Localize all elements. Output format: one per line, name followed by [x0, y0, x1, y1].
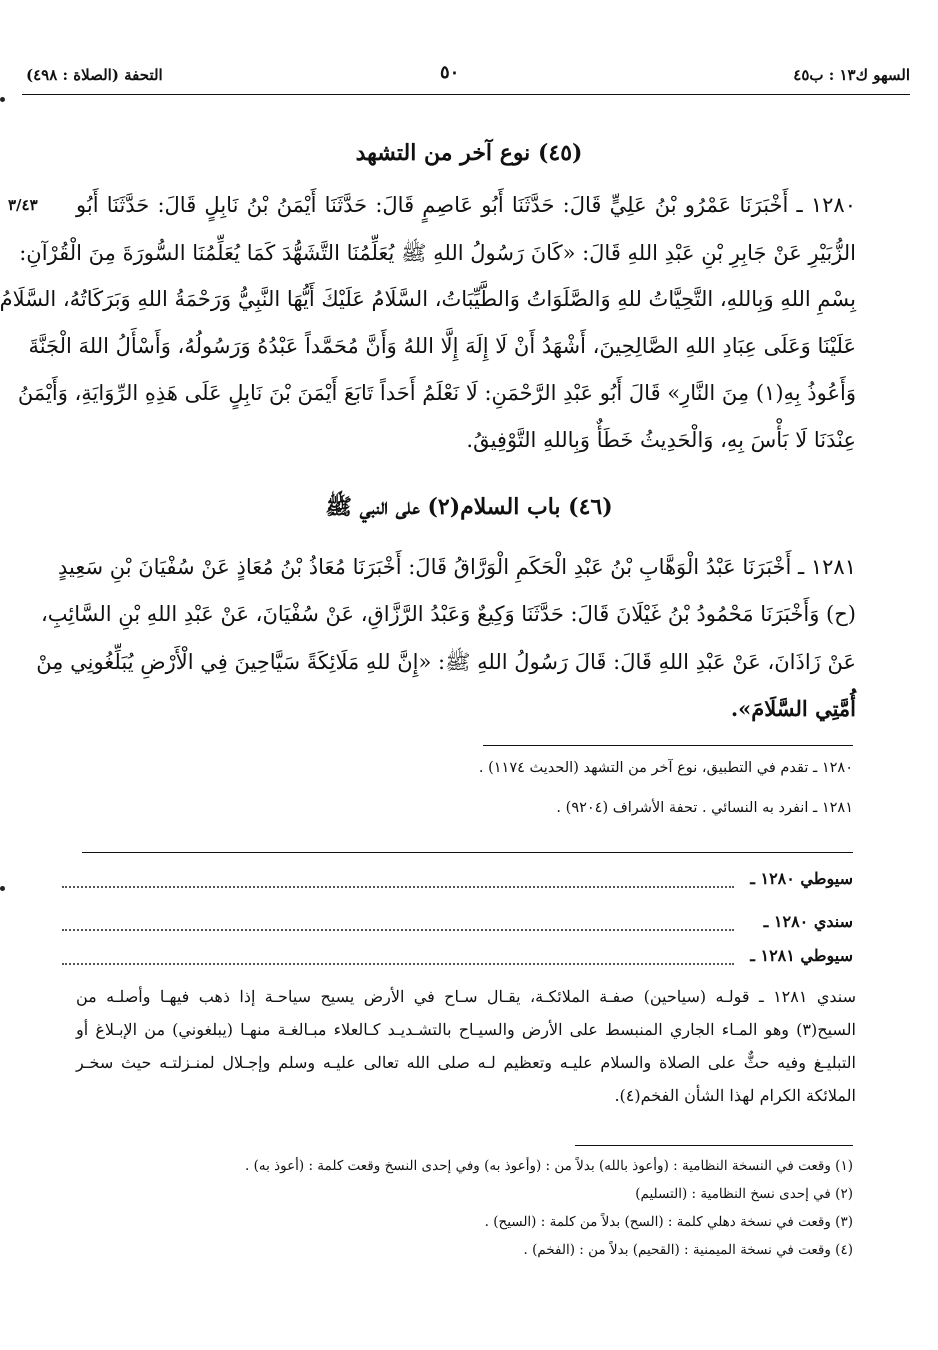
commentary-sindi-1281-line-2: السيح(٣) وهو المـاء الجاري المنبسط على الأرض والسيـاح بالتشـديـد كـالعلاء مبـالغـة منهـا (يبلغوني) من الإبـلاغ أو [76, 1020, 856, 1039]
section-45-title: (٤٥) نوع آخر من التشهد [355, 140, 583, 166]
hadith-1281-line-2: (ح) وَأَخْبَرَنَا مَحْمُودُ بْنُ غَيْلَانَ قَالَ: حَدَّثَنَا وَكِيعٌ وَعَبْدُ الرَّزَّاقِ، عَنْ سُفْيَانَ، عَنْ عَبْدِ اللهِ بْنِ السَّائِبِ، [41, 602, 856, 626]
dotted-leader [62, 929, 734, 931]
hadith-1280-line-6: عِنْدَنَا لَا بَأْسَ بِهِ، وَالْحَدِيثُ خَطَأٌ وَبِاللهِ التَّوْفِيقُ. [466, 428, 856, 452]
hadith-1280-line-2: الزُّبَيْرِ عَنْ جَابِرِ بْنِ عَبْدِ اللهِ قَالَ: «كَانَ رَسُولُ اللهِ ﷺ يُعَلِّمُنَا التَّشَهُّدَ كَمَا يُعَلِّمُنَا السُّورَةَ مِنَ الْقُرْآنِ: [19, 241, 856, 265]
hadith-1281-line-3: عَنْ زَاذَانَ، عَنْ عَبْدِ اللهِ قَالَ: قَالَ رَسُولُ اللهِ ﷺ: «إِنَّ للهِ مَلَائِكَةً سَيَّاحِينَ فِي الْأَرْضِ يُبَلِّغُونِي مِنْ [36, 650, 856, 674]
scan-edge-mark [0, 886, 5, 891]
commentary-sindi-1281-line-4: الملائكة الكرام لهذا الشأن الفخم(٤). [614, 1086, 856, 1105]
header-tuhfa-ref: التحفة (الصلاة : ٤٩٨) [26, 66, 163, 84]
hadith-1280-line-5: وَأَعُوذُ بِهِ(١) مِنَ النَّارِ» قَالَ أَبُو عَبْدِ الرَّحْمَنِ: لَا نَعْلَمُ أَحَداً تَابَعَ أَيْمَنَ بْنَ نَابِلٍ عَلَى هَذِهِ الرِّوَايَةِ، وَأَيْمَنُ [17, 381, 856, 405]
footnote-4: (٤) وقعت في نسخة الميمنية : (القحيم) بدلاً من : (الفخم) . [523, 1242, 853, 1258]
header-chapter-ref: السهو ك١٣ : ب٤٥ [793, 66, 910, 84]
header-rule [22, 94, 910, 95]
commentary-rule [82, 852, 853, 853]
hadith-1281-line-1: ١٢٨١ ـ أَخْبَرَنَا عَبْدُ الْوَهَّابِ بْنُ عَبْدِ الْحَكَمِ الْوَرَّاقُ قَالَ: أَخْبَرَنَا مُعَاذُ بْنُ مُعَاذٍ عَنْ سُفْيَانَ بْنِ سَعِيدٍ [57, 555, 856, 579]
hadith-1281-line-4: أُمَّتِي السَّلَامَ». [730, 696, 856, 721]
section-46-title: (٤٦) باب السلام(٢) على النبي ﷺ [325, 494, 613, 520]
dotted-leader [62, 886, 734, 888]
commentary-ref-suyuti-1280: سيوطي ١٢٨٠ ـ [750, 869, 853, 888]
hadith-1280-line-4: عَلَيْنَا وَعَلَى عِبَادِ اللهِ الصَّالِحِينَ، أَشْهَدُ أَنْ لَا إِلَهَ إِلَّا اللهُ وَأَنَّ مُحَمَّداً عَبْدُهُ وَرَسُولُهُ، وَأَسْأَلُ اللهَ الْجَنَّةَ [28, 334, 856, 358]
footnote-3: (٣) وقعت في نسخة دهلي كلمة : (السح) بدلاً من كلمة : (السيح) . [484, 1214, 853, 1230]
page-number: ٥٠ [440, 62, 460, 83]
footnote-1: (١) وقعت في النسخة النظامية : (وأعوذ بالله) بدلاً من : (وأعوذ به) وفي إحدى النسخ وقعت كلمة : (أعوذ به) . [244, 1158, 853, 1174]
hadith-1280-line-1: ١٢٨٠ ـ أَخْبَرَنَا عَمْرُو بْنُ عَلِيٍّ قَالَ: حَدَّثَنَا أَبُو عَاصِمٍ قَالَ: حَدَّثَنَا أَيْمَنُ بْنُ نَابِلٍ قَالَ: حَدَّثَنَا أَبُو [76, 193, 856, 217]
note-1281: ١٢٨١ ـ انفرد به النسائي . تحفة الأشراف (٩٢٠٤) . [556, 800, 853, 816]
scan-edge-mark [0, 97, 5, 102]
notes-rule [483, 745, 853, 746]
footnote-2: (٢) في إحدى نسخ النظامية : (التسليم) [635, 1186, 853, 1202]
hadith-1280-line-3: بِسْمِ اللهِ وَبِاللهِ، التَّحِيَّاتُ للهِ وَالصَّلَوَاتُ وَالطَّيِّبَاتُ، السَّلَامُ عَلَيْكَ أَيُّهَا النَّبِيُّ وَرَحْمَةُ اللهِ وَبَرَكَاتُهُ، السَّلَامُ [0, 287, 856, 311]
dotted-leader [62, 963, 734, 965]
margin-reference: ٣/٤٣ [8, 196, 38, 214]
commentary-ref-suyuti-1281: سيوطي ١٢٨١ ـ [750, 946, 853, 965]
commentary-sindi-1281-line-1: سندي ١٢٨١ ـ قولـه (سياحين) صفـة الملائكـة، يقـال سـاح في الأرض يسيح سياحـة إذا ذهب فيهـا وأصلـه من [76, 987, 856, 1006]
footnotes-rule [575, 1145, 853, 1146]
commentary-ref-sindi-1280: سندي ١٢٨٠ ـ [763, 912, 853, 931]
commentary-sindi-1281-line-3: التبليـغ وفيه حثٌّ على الصلاة والسلام عليـه وتعظيم لـه صلى الله تعالى عليـه وسلم وإجـلال لمنـزلتـه حيث سخـر [76, 1053, 856, 1072]
note-1280: ١٢٨٠ ـ تقدم في التطبيق، نوع آخر من التشهد (الحديث ١١٧٤) . [478, 760, 853, 776]
